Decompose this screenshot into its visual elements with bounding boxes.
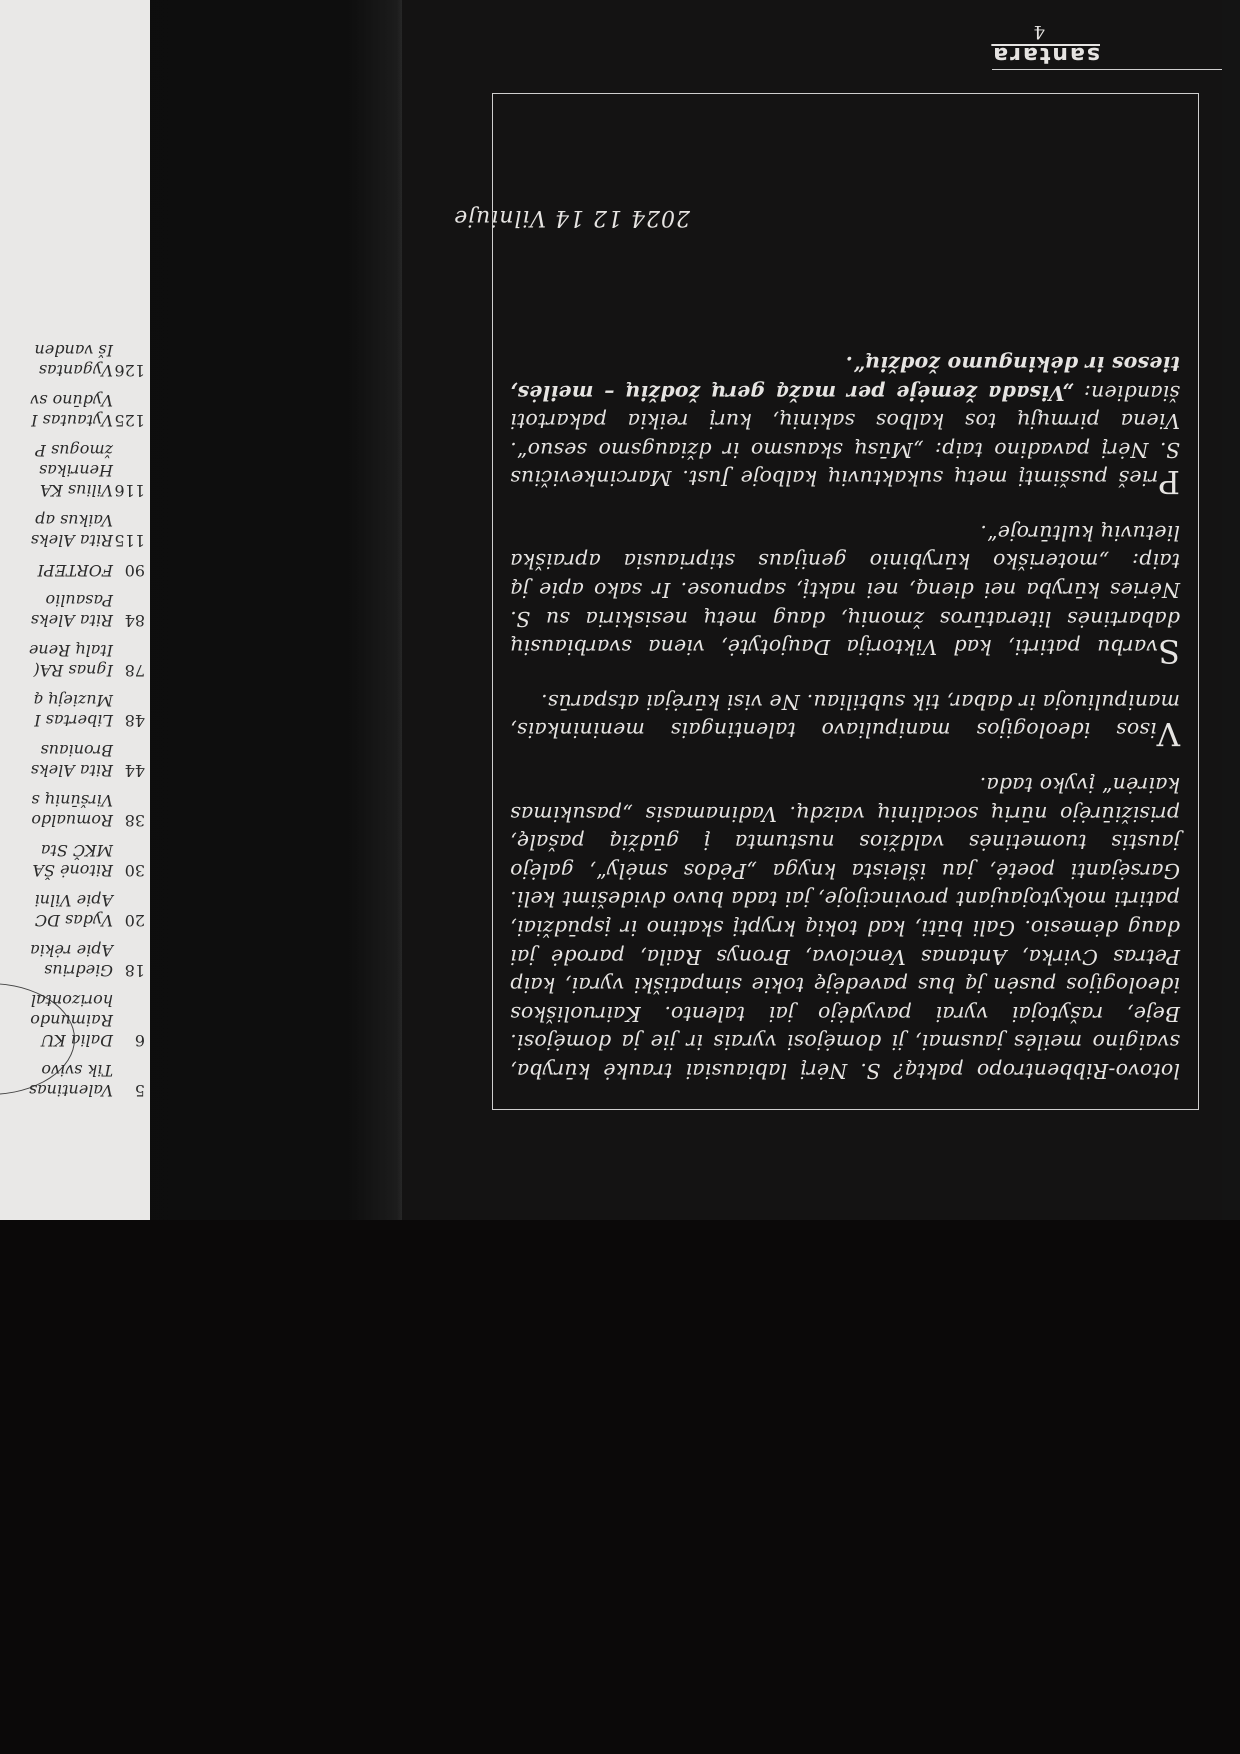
toc-line [0, 410, 145, 430]
toc-item [0, 940, 145, 980]
toc-line [0, 530, 145, 550]
toc-line [0, 710, 145, 730]
toc-author: Giedrius [44, 961, 113, 980]
toc-line [0, 760, 145, 780]
toc-item [0, 840, 145, 880]
toc-author: Rita Aleks [30, 531, 113, 550]
article-body [510, 329, 1180, 1085]
toc-page-number: 90 [124, 561, 145, 580]
toc-author: Vydas DC [34, 911, 113, 930]
paragraph-3 [510, 518, 1180, 671]
toc-author: Rita Aleks [30, 611, 113, 630]
toc-item [0, 990, 145, 1050]
toc-subtitle: Vydūno sv [30, 391, 113, 410]
dropcap: S [1157, 632, 1180, 671]
toc-subtitle: MKČ Sta [40, 841, 113, 860]
toc-line [0, 860, 145, 880]
paragraph-4-quote: „Visada žemėje per mažą gerų žodžių – meilės, tiesos ir dėkingumo žodžių“. [510, 351, 1180, 405]
toc-line [0, 360, 145, 380]
toc-item [0, 1060, 145, 1100]
toc-page-number: 6 [134, 1031, 145, 1050]
paragraph-2 [510, 687, 1180, 754]
toc-subtitle: Henrikas [39, 461, 113, 480]
toc-author: Vytautas I [31, 411, 113, 430]
toc-subtitle: Apie rėkia [30, 941, 113, 960]
toc-author: Vygantas [38, 361, 113, 380]
paragraph-4-text: rieš pusšimtį metų sukaktuvių kalboje Just. Marcinkevičius S. Nėrį pavadino taip: „Mūsų skausmo ir džiaugsmo sesuo“. Viena pirmųjų tos kalbos sakinių, kurį reikia pakartoti šiandien: [510, 380, 1180, 491]
dropcap: P [1158, 463, 1180, 502]
toc-line [0, 480, 145, 500]
header-rule [992, 69, 1222, 70]
paragraph-3-text: varbu patirti, kad Viktorija Daujotytė, viena svarbiausių dabartinės literatūros žmonių, daug metų nesiskiria su S. Nėries kūryba nei dieną, nei naktį, sapnuose. Ir sako apie ją taip: „moteriško kūrybinio genijaus stipriausia apraiška lietuvių kultūroje“. [510, 520, 1180, 660]
toc-item [0, 890, 145, 930]
toc-item [0, 340, 145, 380]
toc-subtitle: žmogus P [35, 441, 113, 460]
toc-item [0, 590, 145, 630]
toc-subtitle: Iš vanden [34, 341, 113, 360]
toc-page-number: 84 [124, 611, 145, 630]
toc-page-number: 125 [114, 411, 145, 430]
toc-line [0, 1030, 145, 1050]
toc-item [0, 740, 145, 780]
toc-author: Valentinas [28, 1081, 113, 1100]
toc-subtitle: Tik svivo [41, 1061, 113, 1080]
toc-page-number: 5 [134, 1081, 145, 1100]
toc-author: Romualdo [31, 811, 113, 830]
toc-author: Ignas RA( [33, 661, 113, 680]
toc-subtitle: horizontal [30, 991, 113, 1010]
toc-page-number: 44 [124, 761, 145, 780]
toc-item [0, 510, 145, 550]
toc-item [0, 690, 145, 730]
page-number: 4 [1033, 21, 1045, 42]
toc-page-number: 38 [124, 811, 145, 830]
toc-page-number: 20 [124, 911, 145, 930]
toc-subtitle: Vaikus ap [35, 511, 113, 530]
toc-subtitle: Raimundo [30, 1011, 113, 1030]
brand-name: santara [991, 42, 1100, 67]
toc-author: Libertas I [34, 711, 113, 730]
toc-line [0, 810, 145, 830]
toc-author: FORTEPI [37, 561, 113, 580]
paragraph-1-text: lotovo-Ribbentropo paktą? S. Nėrį labiausiai traukė kūryba, svaigino meilės jausmai, ji domėjosi vyrais ir jie ja domėjosi. Beje, rašytojai vyrai pavydėjo jai talento. Kairuoliškos ideologijos pusėn ją bus pavedėję tokie simpatiški vyrai, kaip Petras Cvirka, Antanas Venclova, Bronys Raila, parodė jai daug dėmesio. Gali būti, kad tokią kryptį skatino ir įspūdžiai, patirti mokytojaujant provincijoje, jai tada buvo dvidešimt keli. Garsėjanti poetė, jau išleista knyga „Pėdos smėly“, galėjo jaustis tuometinės valdžios nustumta į gūdžią pašalę, prisižiūrėjo nūrių socialinių vaizdų. Vadinamasis „pasukimas kairėn“ įvyko tada. [510, 773, 1180, 1083]
toc-page-number: 30 [124, 861, 145, 880]
toc-item [0, 640, 145, 680]
paragraph-2-text: isos ideologijos manipuliavo talentingais menininkais, manipuliuoja ir dabar, tik subtiliau. Ne visi kūrėjai atsparūs. [510, 689, 1180, 743]
toc-page-number: 18 [124, 961, 145, 980]
toc-author: Ritonė ŠA [32, 861, 113, 880]
toc-subtitle: Pasaulio [45, 591, 113, 610]
paragraph-1 [510, 770, 1180, 1085]
toc-line [0, 660, 145, 680]
toc-line [0, 910, 145, 930]
toc-subtitle: Broniaus [40, 741, 113, 760]
toc-page-number: 116 [114, 481, 145, 500]
toc-item [0, 390, 145, 430]
toc-author: Vilius KA [39, 481, 113, 500]
toc-item [0, 790, 145, 830]
toc-page-number: 126 [114, 361, 145, 380]
toc-line [0, 560, 145, 580]
toc-item [0, 560, 145, 580]
toc-subtitle: Italų Rene [28, 641, 113, 660]
table-of-contents [0, 330, 145, 1100]
toc-subtitle: Muziejų ą [33, 691, 113, 710]
signature-date: 2024 12 14 Vilniuje [453, 205, 690, 230]
toc-author: Rita Aleks [30, 761, 113, 780]
toc-item [0, 440, 145, 500]
toc-line [0, 960, 145, 980]
toc-author: Dalia KU [40, 1031, 113, 1050]
toc-line [0, 1080, 145, 1100]
toc-page-number: 115 [114, 531, 145, 550]
toc-page-number: 78 [124, 661, 145, 680]
toc-subtitle: Apie Vilni [34, 891, 113, 910]
toc-subtitle: Viršūnių s [31, 791, 113, 810]
paragraph-4 [510, 349, 1180, 502]
toc-page-number: 48 [124, 711, 145, 730]
toc-line [0, 610, 145, 630]
dropcap: V [1156, 715, 1180, 754]
